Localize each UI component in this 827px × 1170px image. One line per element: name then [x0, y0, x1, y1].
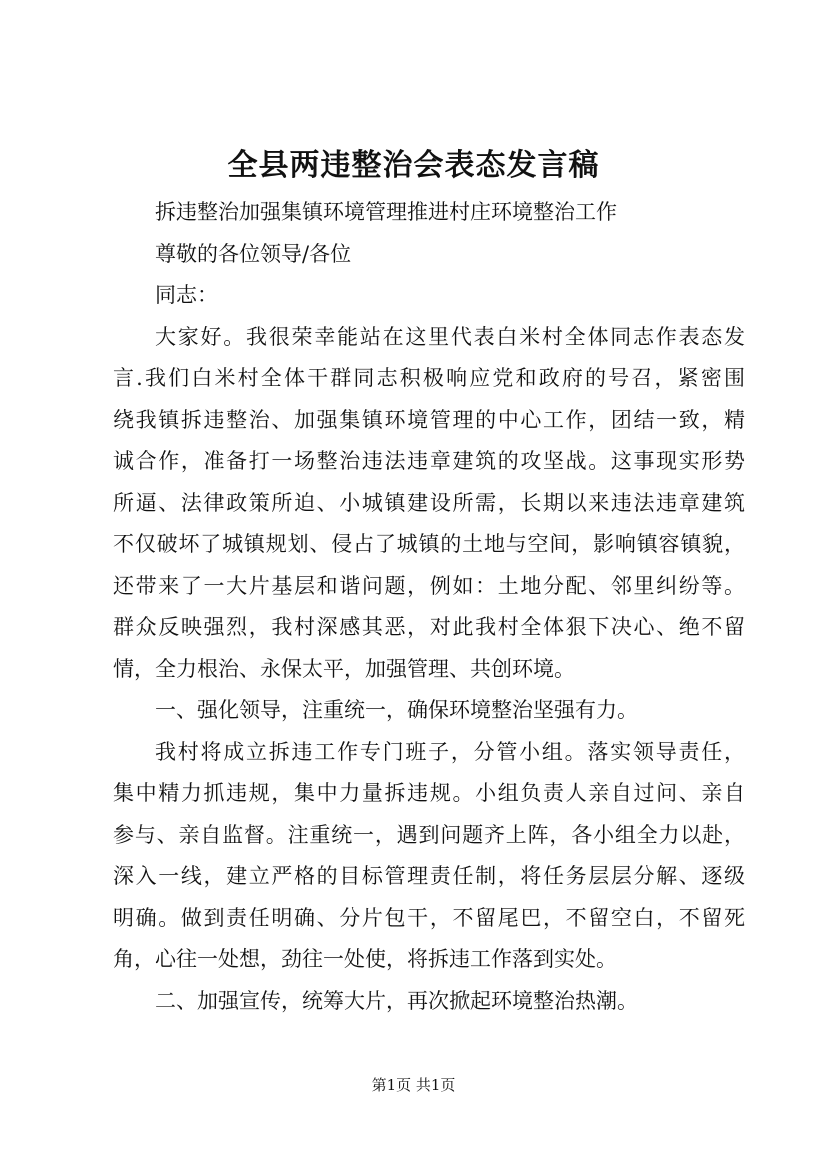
text-line: 尊敬的各位领导/各位: [155, 241, 352, 266]
text-line: 同志：: [155, 283, 218, 307]
text-line: 所逼、法律政策所迫、小城镇建设所需，长期以来违法违章建筑: [113, 490, 745, 515]
text-line: 还带来了一大片基层和谐问题，例如：土地分配、邻里纠纷等。: [113, 573, 745, 598]
text-line: 言.我们白米村全体干群同志积极响应党和政府的号召，紧密围: [113, 366, 745, 390]
text-line: 二、加强宣传，统筹大片，再次掀起环境整治热潮。: [155, 988, 638, 1013]
document-body: [113, 192, 745, 1022]
text-line: 大家好。我很荣幸能站在这里代表白米村全体同志作表态发: [155, 324, 745, 349]
text-line: 绕我镇拆违整治、加强集镇环境管理的中心工作，团结一致，精: [113, 407, 745, 432]
text-line: 我村将成立拆违工作专门班子，分管小组。落实领导责任，: [155, 739, 745, 764]
text-line: 明确。做到责任明确、分片包干，不留尾巴，不留空白，不留死: [113, 905, 745, 930]
text-line: 深入一线，建立严格的目标管理责任制，将任务层层分解、逐级: [113, 864, 745, 888]
page-footer: 第1页 共1页: [371, 1076, 456, 1094]
text-line: 诚合作，准备打一场整治违法违章建筑的攻坚战。这事现实形势: [113, 449, 745, 473]
text-line: 一、强化领导，注重统一，确保环境整治坚强有力。: [155, 698, 638, 722]
text-line: 不仅破坏了城镇规划、侵占了城镇的土地与空间，影响镇容镇貌，: [113, 532, 745, 556]
text-line: 参与、亲自监督。注重统一，遇到问题齐上阵，各小组全力以赴，: [113, 822, 745, 847]
text-line: 集中精力抓违规，集中力量拆违规。小组负责人亲自过问、亲自: [113, 781, 745, 805]
text-line: 拆违整治加强集镇环境管理推进村庄环境整治工作: [155, 200, 617, 224]
text-line: 情，全力根治、永保太平，加强管理、共创环境。: [113, 656, 575, 681]
text-line: 群众反映强烈，我村深感其恶，对此我村全体狠下决心、绝不留: [113, 615, 745, 639]
text-line: 角，心往一处想，劲往一处使，将拆违工作落到实处。: [113, 947, 617, 971]
document-title: 全县两违整治会表态发言稿: [227, 148, 600, 183]
